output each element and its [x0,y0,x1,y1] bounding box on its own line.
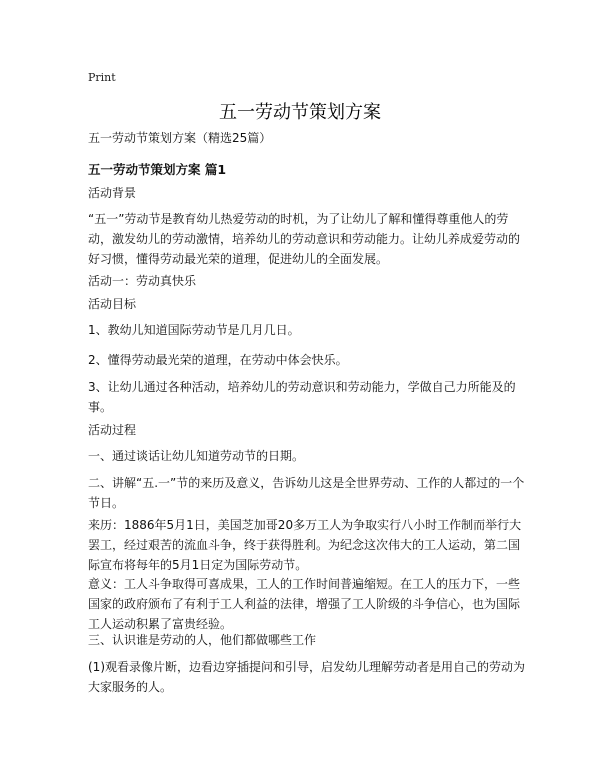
paragraph: 活动目标 [88,297,137,311]
paragraph: 二、讲解“五.一”节的来历及意义，告诉幼儿这是全世界劳动、工作的人都过的一个节日。 [88,476,525,510]
paragraph: 1、教幼儿知道国际劳动节是几月几日。 [88,323,300,337]
paragraph: 三、认识谁是劳动的人，他们都做哪些工作 [88,633,317,647]
print-label: Print [88,71,116,84]
paragraph: 2、懂得劳动最光荣的道理，在劳动中体会快乐。 [88,353,348,367]
paragraph: 3、让幼儿通过各种活动，培养幼儿的劳动意识和劳动能力，学做自己力所能及的事。 [88,380,516,414]
paragraph: 意义：工人斗争取得可喜成果，工人的工作时间普遍缩短。在工人的压力下，一些国家的政府颁布了有利于工人利益的法律，增强了工人阶级的斗争信心，也为国际工人运动积累了富贵经验。 [88,577,521,631]
paragraph: “五一”劳动节是教育幼儿热爱劳动的时机，为了让幼儿了解和懂得尊重他人的劳动，激发幼儿的劳动激情，培养幼儿的劳动意识和劳动能力。让幼儿养成爱劳动的好习惯，懂得劳动最光荣的道理，促进幼儿的全面发展。 [88,212,521,266]
paragraph: 来历：1886年5月1日，美国芝加哥20多万工人为争取实行八小时工作制而举行大罢工，经过艰苦的流血斗争，终于获得胜利。为纪念这次伟大的工人运动，第二国际宣布将每年的5月1日定为国际劳动节。 [88,518,522,572]
paragraph: 活动过程 [88,423,137,437]
paragraph: 活动一：劳动真快乐 [88,274,197,288]
paragraph: 一、通过谈话让幼儿知道劳动节的日期。 [88,449,305,463]
paragraph: 活动背景 [88,186,137,200]
section-heading: 五一劳动节策划方案 篇1 [88,162,227,177]
paragraph: (1)观看录像片断，边看边穿插提问和引导，启发幼儿理解劳动者是用自己的劳动为大家服务的人。 [88,660,526,694]
document-subtitle: 五一劳动节策划方案（精选25篇） [88,131,272,145]
document-title: 五一劳动节策划方案 [219,102,381,123]
